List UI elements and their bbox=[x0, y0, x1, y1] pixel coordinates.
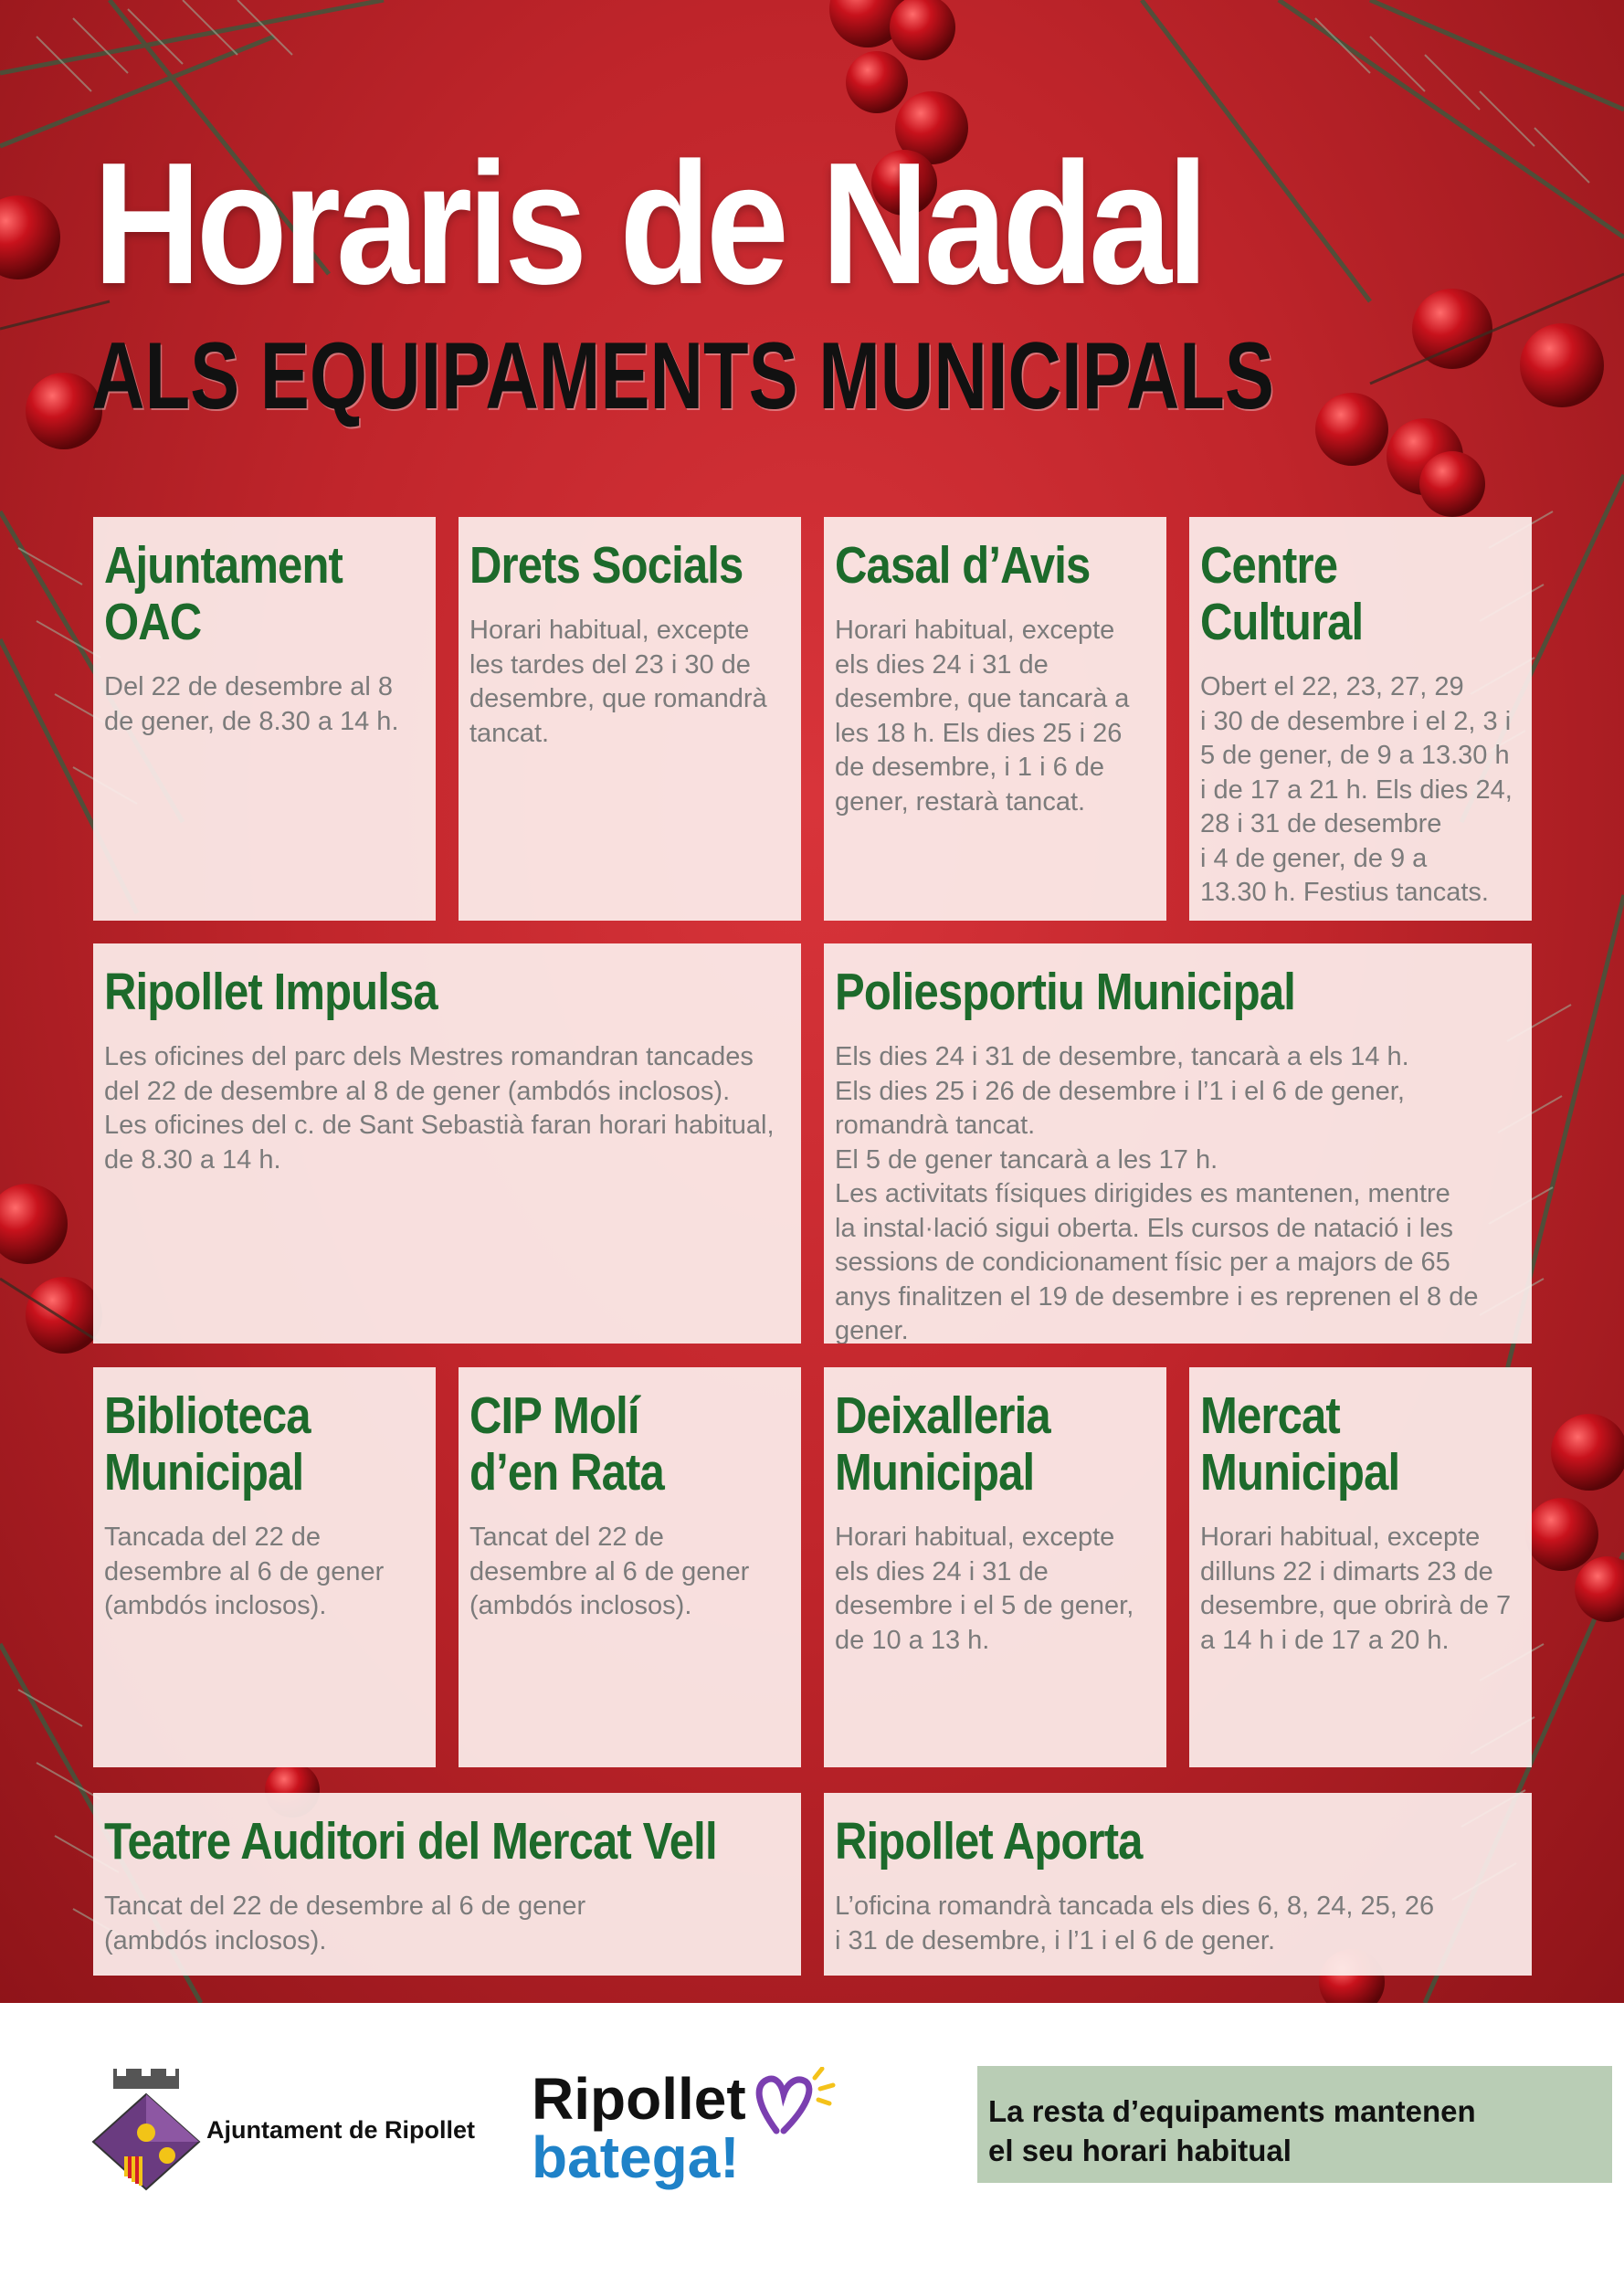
card-drets-socials bbox=[459, 517, 801, 921]
card-ajuntament-oac bbox=[93, 517, 436, 921]
card-title: Poliesportiu Municipal bbox=[835, 963, 1296, 1021]
card-title: CIP Molí d’en Rata bbox=[469, 1386, 664, 1502]
footer bbox=[0, 2003, 1624, 2287]
card-title: Ripollet Aporta bbox=[835, 1812, 1143, 1871]
card-mercat-municipal bbox=[1189, 1367, 1532, 1767]
brand-line-1: Ripollet bbox=[532, 2066, 746, 2132]
card-text: Els dies 24 i 31 de desembre, tancarà a els 14 h. Els dies 25 i 26 de desembre i l’1 i el 6 de gener, romandrà tancat. El 5 de gener tancarà a les 17 h. Les activitats físiques dirigides es mantenen, mentre la instal·lació sigui oberta. Els cursos de natació i les sessions de condicionament físic per a majors de 65 anys finalitzen el 19 de desembre i es reprenen el 8 de gener. bbox=[835, 1042, 1479, 1344]
ripollet-batega-logo bbox=[532, 2067, 842, 2213]
heart-icon bbox=[749, 2067, 840, 2140]
card-casal-avis bbox=[824, 517, 1166, 921]
card-title: Centre Cultural bbox=[1200, 536, 1364, 651]
card-text: Tancat del 22 de desembre al 6 de gener (ambdós inclosos). bbox=[104, 1892, 586, 1955]
card-text: Les oficines del parc dels Mestres romandran tancades del 22 de desembre al 8 de gener (ambdós inclosos). Les oficines del c. de Sant Sebastià faran horari habitual, de 8.30 a 14 h. bbox=[104, 1042, 775, 1175]
card-title: Teatre Auditori del Mercat Vell bbox=[104, 1812, 717, 1871]
card-title: Casal d’Avis bbox=[835, 536, 1091, 595]
card-title: Ajuntament OAC bbox=[104, 536, 343, 651]
card-biblioteca-municipal bbox=[93, 1367, 436, 1767]
card-title: Drets Socials bbox=[469, 536, 743, 595]
card-centre-cultural bbox=[1189, 517, 1532, 921]
card-text: Tancada del 22 de desembre al 6 de gener (ambdós inclosos). bbox=[104, 1523, 385, 1620]
ajuntament-label: Ajuntament de Ripollet bbox=[206, 2116, 476, 2144]
card-text: Horari habitual, excepte els dies 24 i 31 de desembre, que tancarà a les 18 h. Els dies 25 i 26 de desembre, i 1 i 6 de gener, restarà tancat. bbox=[835, 616, 1130, 817]
card-teatre-auditori bbox=[93, 1793, 801, 1976]
card-title: Biblioteca Municipal bbox=[104, 1386, 311, 1502]
page-title: Horaris de Nadal bbox=[93, 127, 1205, 321]
note-box: La resta d’equipaments mantenen el seu horari habitual bbox=[977, 2066, 1612, 2183]
card-title: Deixalleria Municipal bbox=[835, 1386, 1050, 1502]
card-text: Horari habitual, excepte els dies 24 i 31 de desembre i el 5 de gener, de 10 a 13 h. bbox=[835, 1523, 1134, 1655]
card-ripollet-impulsa bbox=[93, 943, 801, 1344]
card-ripollet-aporta bbox=[824, 1793, 1532, 1976]
card-text: Tancat del 22 de desembre al 6 de gener (ambdós inclosos). bbox=[469, 1523, 750, 1620]
card-poliesportiu-municipal bbox=[824, 943, 1532, 1344]
card-text: Obert el 22, 23, 27, 29 i 30 de desembre i el 2, 3 i 5 de gener, de 9 a 13.30 h i de 17 a 21 h. Els dies 24, 28 i 31 de desembre i 4 de gener, de 9 a 13.30 h. Festius tancats. bbox=[1200, 672, 1513, 907]
card-text: Horari habitual, excepte les tardes del 23 i 30 de desembre, que romandrà tancat. bbox=[469, 616, 767, 748]
card-text: Del 22 de desembre al 8 de gener, de 8.30 a 14 h. bbox=[104, 672, 399, 736]
card-text: Horari habitual, excepte dilluns 22 i dimarts 23 de desembre, que obrirà de 7 a 14 h i de 17 a 20 h. bbox=[1200, 1523, 1512, 1655]
ajuntament-coat-of-arms-icon bbox=[90, 2069, 203, 2193]
card-text: L’oficina romandrà tancada els dies 6, 8, 24, 25, 26 i 31 de desembre, i l’1 i el 6 de gener. bbox=[835, 1892, 1435, 1955]
card-title: Mercat Municipal bbox=[1200, 1386, 1400, 1502]
brand-line-2: batega! bbox=[532, 2124, 740, 2190]
card-cip-moli-den-rata bbox=[459, 1367, 801, 1767]
card-deixalleria-municipal bbox=[824, 1367, 1166, 1767]
page-subtitle: ALS EQUIPAMENTS MUNICIPALS bbox=[91, 323, 1274, 429]
card-title: Ripollet Impulsa bbox=[104, 963, 438, 1021]
